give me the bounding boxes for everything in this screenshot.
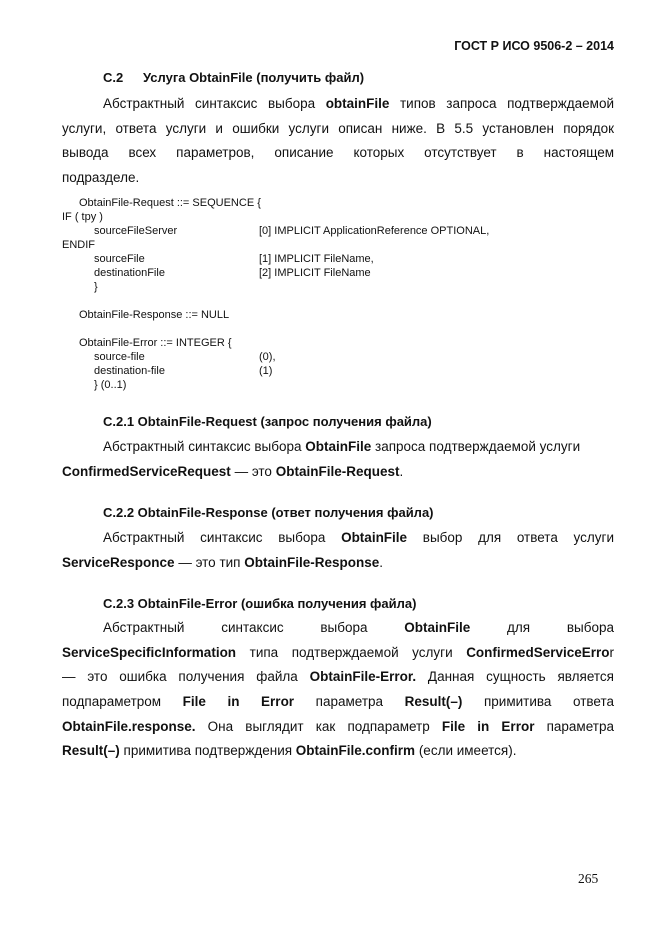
text-line: ObtainFile.response. Она выглядит как подпараметр File in Error параметра: [62, 718, 614, 734]
code-field-name: destinationFile: [94, 267, 165, 279]
text-line: ConfirmedServiceRequest — это ObtainFile-Request.: [62, 463, 404, 479]
code-field-name: destination-file: [94, 365, 165, 377]
c21-paragraph: [62, 435, 614, 484]
section-title: Услуга ObtainFile (получить файл): [143, 70, 365, 85]
code-line: } (0..1): [94, 379, 127, 391]
text-line: Абстрактный синтаксис выбора ObtainFile запроса подтверждаемой услуги: [103, 439, 581, 454]
subsection-heading-c21: C.2.1 ObtainFile-Request (запрос получения файла): [103, 414, 432, 429]
section-number: C.2: [103, 70, 124, 85]
code-line: ObtainFile-Request ::= SEQUENCE {: [79, 197, 261, 209]
text-line: услуги, ответа услуги и ошибки услуги описан ниже. В 5.5 установлен порядок: [62, 120, 614, 136]
c22-paragraph: [62, 526, 614, 575]
text-line: ServiceResponce — это тип ObtainFile-Response.: [62, 554, 384, 570]
code-line: IF ( tpy ): [62, 211, 103, 223]
text-line: Абстрактный синтаксис выбора obtainFile типов запроса подтверждаемой: [103, 96, 614, 111]
code-field-name: sourceFile: [94, 253, 145, 265]
code-field-value: (1): [259, 365, 273, 377]
code-line: ObtainFile-Response ::= NULL: [79, 309, 230, 321]
section-heading-c2: [103, 70, 364, 85]
text-line: вывода всех параметров, описание которых отсутствует в настоящем: [62, 145, 614, 161]
page-number: 265: [578, 871, 599, 886]
code-field-name: sourceFileServer: [94, 225, 178, 237]
text-line: — это ошибка получения файла ObtainFile-Error. Данная сущность является: [62, 669, 614, 685]
text-line: подпараметром File in Error параметра Result(–) примитива ответа: [62, 694, 614, 710]
text-line: Result(–) примитива подтверждения ObtainFile.confirm (если имеется).: [62, 743, 517, 759]
intro-paragraph: [62, 92, 614, 191]
code-field-value: (0),: [259, 351, 276, 363]
code-field-type: [2] IMPLICIT FileName: [259, 267, 371, 279]
c23-paragraph: [62, 616, 614, 764]
code-line: ObtainFile-Error ::= INTEGER {: [79, 337, 232, 349]
code-line: ENDIF: [62, 239, 95, 251]
text-line: подразделе.: [62, 170, 140, 186]
text-line: Абстрактный синтаксис выбора ObtainFile для выбора: [103, 620, 614, 635]
subsection-heading-c22: C.2.2 ObtainFile-Response (ответ получения файла): [103, 505, 434, 520]
code-field-name: source-file: [94, 351, 145, 363]
code-field-type: [1] IMPLICIT FileName,: [259, 253, 374, 265]
code-field-type: [0] IMPLICIT ApplicationReference OPTIONAL,: [259, 225, 490, 237]
text-line: Абстрактный синтаксис выбора ObtainFile выбор для ответа услуги: [103, 530, 614, 545]
code-line: }: [94, 281, 98, 293]
text-line: ServiceSpecificInformation типа подтверждаемой услуги ConfirmedServiceError: [62, 644, 614, 660]
subsection-heading-c23: C.2.3 ObtainFile-Error (ошибка получения файла): [103, 596, 417, 611]
running-header: ГОСТ Р ИСО 9506-2 – 2014: [454, 39, 614, 53]
